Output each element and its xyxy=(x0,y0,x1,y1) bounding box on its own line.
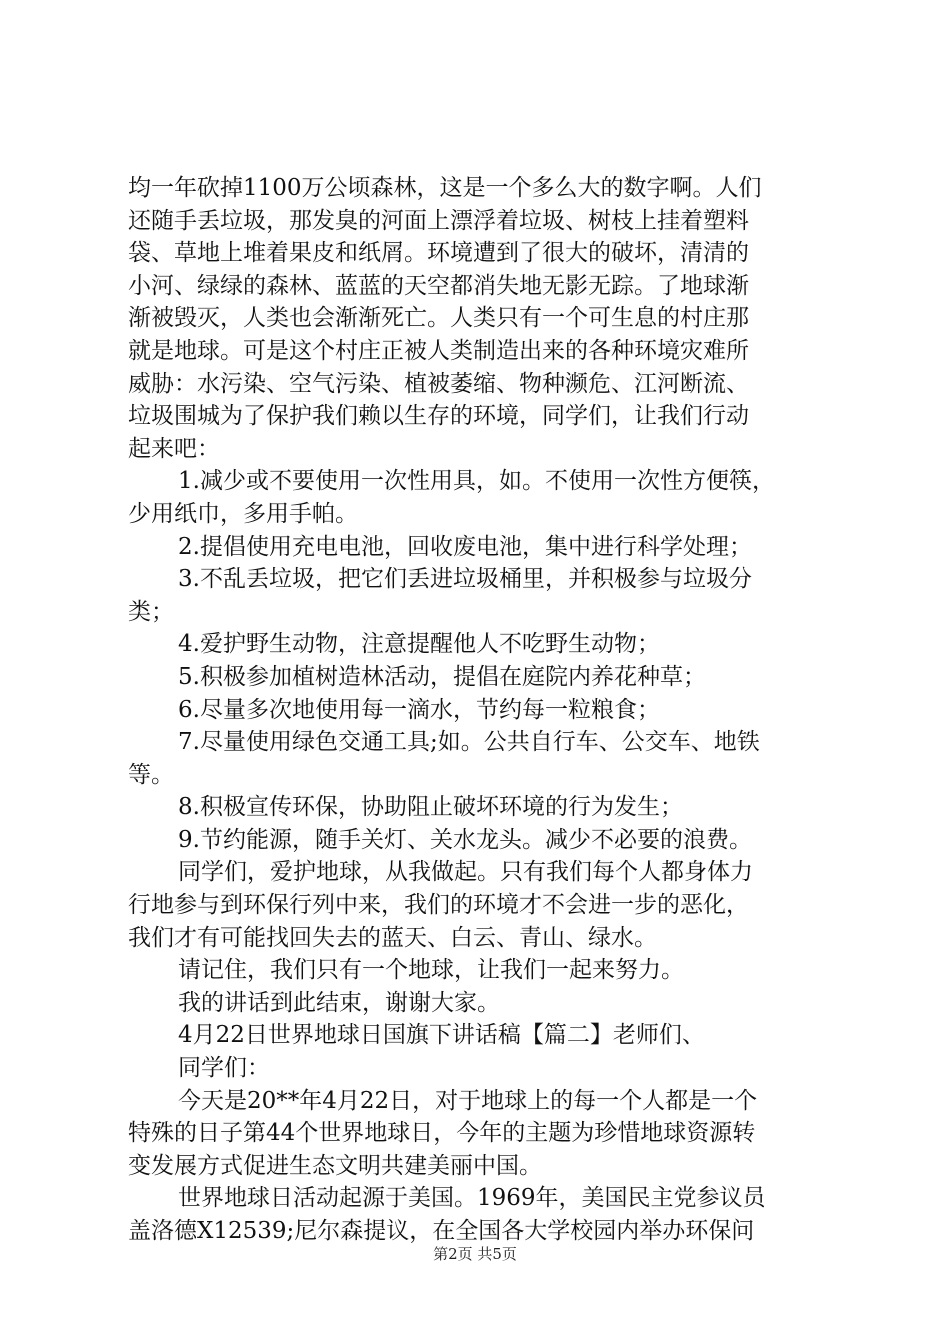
text-line: 还随手丢垃圾，那发臭的河面上漂浮着垃圾、树枝上挂着塑料 xyxy=(128,207,749,234)
text-line: 变发展方式促进生态文明共建美丽中国。 xyxy=(128,1152,542,1179)
text-line: 渐被毁灭，人类也会渐渐死亡。人类只有一个可生息的村庄那 xyxy=(128,305,749,332)
text-line: 4月22日世界地球日国旗下讲话稿【篇二】老师们、 xyxy=(178,1022,705,1049)
text-line: 7.尽量使用绿色交通工具;如。公共自行车、公交车、地铁 xyxy=(178,729,760,756)
text-line: 就是地球。可是这个村庄正被人类制造出来的各种环境灾难所 xyxy=(128,337,749,364)
text-line: 1.减少或不要使用一次性用具，如。不使用一次性方便筷， xyxy=(178,468,775,495)
text-line: 我的讲话到此结束，谢谢大家。 xyxy=(178,989,500,1016)
text-line: 起来吧： xyxy=(128,435,220,462)
text-line: 同学们，爱护地球，从我做起。只有我们每个人都身体力 xyxy=(178,859,753,886)
text-line: 2.提倡使用充电电池，回收废电池，集中进行科学处理； xyxy=(178,533,752,560)
text-line: 盖洛德X12539;尼尔森提议，在全国各大学校园内举办环保问 xyxy=(128,1218,755,1244)
text-line: 特殊的日子第44个世界地球日，今年的主题为珍惜地球资源转 xyxy=(128,1120,756,1147)
body-text xyxy=(128,172,838,1248)
text-line: 小河、绿绿的森林、蓝蓝的天空都消失地无影无踪。了地球渐 xyxy=(128,272,749,299)
text-line: 请记住，我们只有一个地球，让我们一起来努力。 xyxy=(178,957,684,984)
page-footer: 第2页 共5页 xyxy=(433,1245,517,1263)
text-line: 我们才有可能找回失去的蓝天、白云、青山、绿水。 xyxy=(128,924,657,951)
text-line: 类； xyxy=(128,598,174,625)
text-line: 9.节约能源，随手关灯、关水龙头。减少不必要的浪费。 xyxy=(178,826,752,853)
text-line: 行地参与到环保行列中来，我们的环境才不会进一步的恶化， xyxy=(128,892,749,919)
text-line: 世界地球日活动起源于美国。1969年，美国民主党参议员 xyxy=(178,1185,766,1212)
text-line: 4.爱护野生动物，注意提醒他人不吃野生动物； xyxy=(178,631,660,658)
text-line: 等。 xyxy=(128,761,174,788)
text-line: 8.积极宣传环保，协助阻止破坏环境的行为发生； xyxy=(178,794,683,821)
text-line: 同学们： xyxy=(178,1055,270,1082)
text-line: 威胁：水污染、空气污染、植被萎缩、物种濒危、江河断流、 xyxy=(128,370,749,397)
text-line: 6.尽量多次地使用每一滴水，节约每一粒粮食； xyxy=(178,696,660,723)
text-line: 均一年砍掉1100万公顷森林，这是一个多么大的数字啊。人们 xyxy=(128,175,762,201)
text-line: 垃圾围城为了保护我们赖以生存的环境，同学们，让我们行动 xyxy=(128,403,749,430)
text-line: 5.积极参加植树造林活动，提倡在庭院内养花种草； xyxy=(178,663,706,690)
text-line: 今天是20**年4月22日，对于地球上的每一个人都是一个 xyxy=(178,1087,758,1114)
text-line: 少用纸巾，多用手帕。 xyxy=(128,500,358,527)
text-line: 3.不乱丢垃圾，把它们丢进垃圾桶里，并积极参与垃圾分 xyxy=(178,566,752,593)
text-line: 袋、草地上堆着果皮和纸屑。环境遭到了很大的破坏，清清的 xyxy=(128,240,749,267)
